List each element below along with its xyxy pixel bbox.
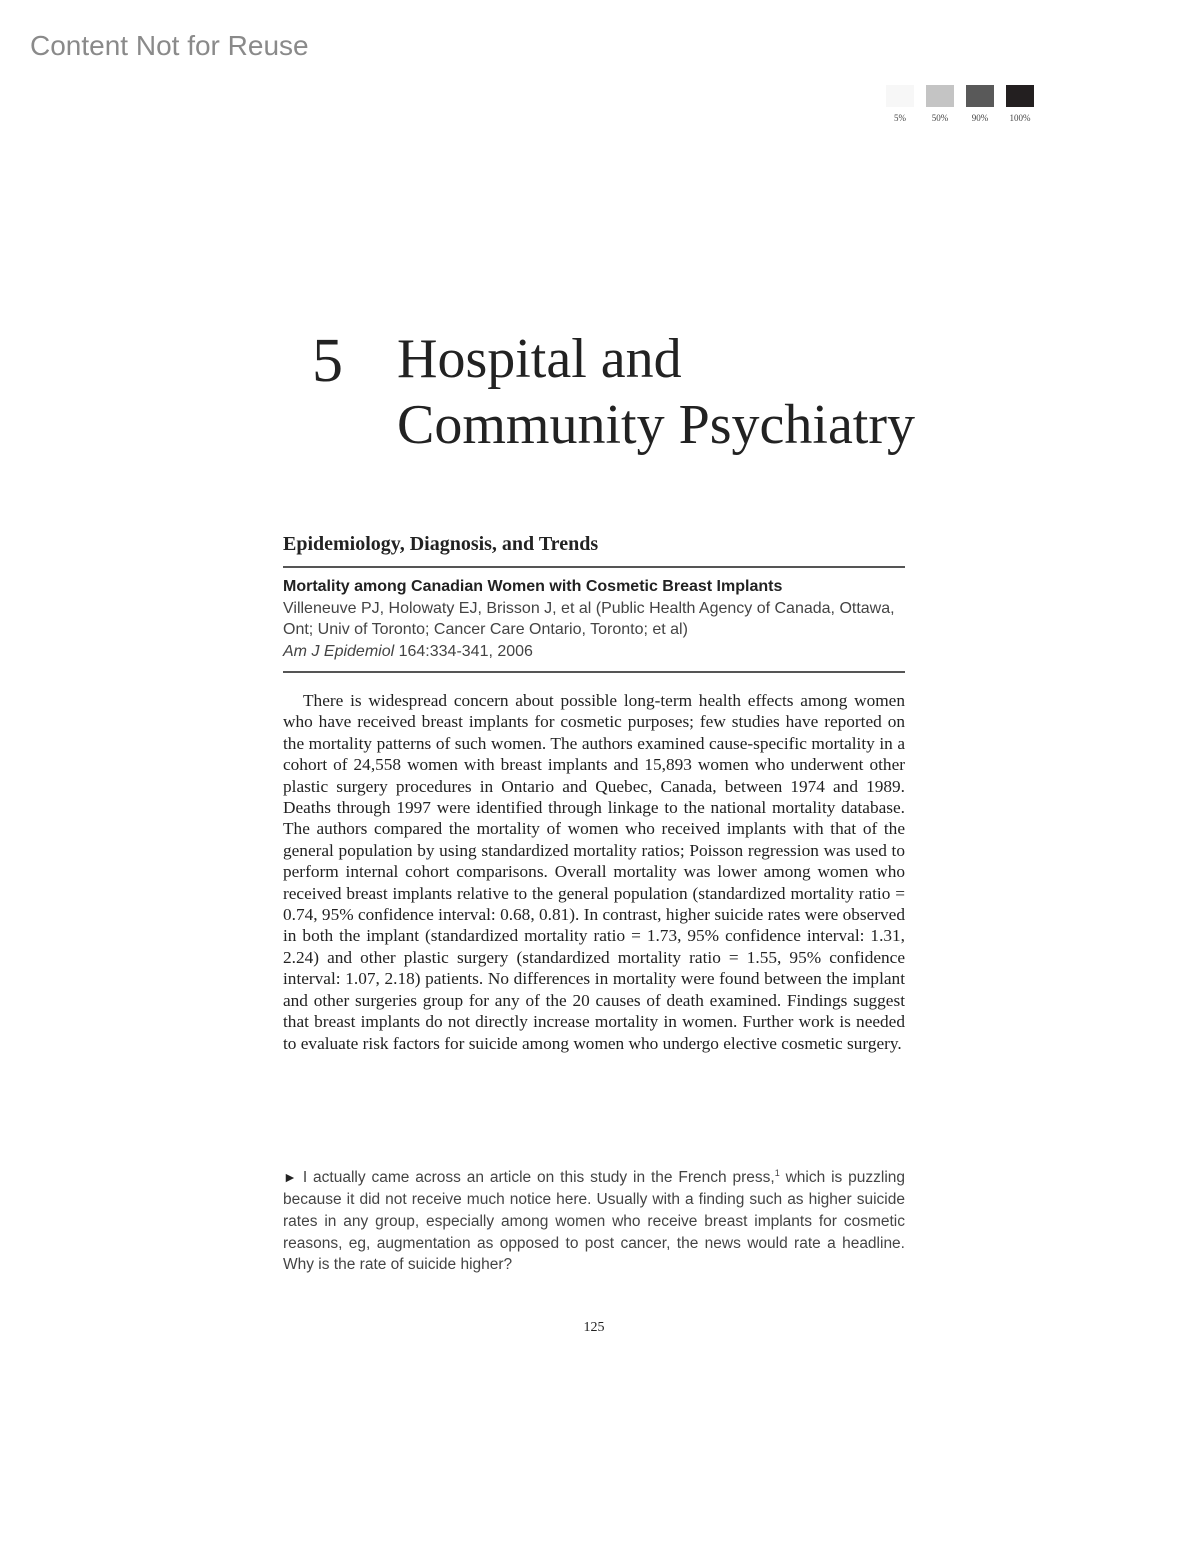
swatch-chip (1006, 85, 1034, 107)
comment-text-part-2: which is puzzling because it did not receive much notice here. Usually with a finding such as higher suicide rates in any group, especially among women who receive breast implants for cosmetic reasons, eg, augmentation as opposed to post cancer, the news would rate a headline. Why is the rate of suicide higher? (283, 1169, 906, 1274)
comment-text-part-1: I actually came across an article on this study in the French press, (302, 1169, 775, 1187)
chapter-number: 5 (312, 327, 343, 395)
swatch-label: 90% (971, 113, 989, 123)
reference-marker: 1 (774, 1168, 780, 1178)
watermark: Content Not for Reuse (30, 30, 309, 61)
color-calibration-swatches (886, 85, 1034, 123)
swatch-5 (886, 85, 914, 123)
article-citation (283, 576, 905, 662)
editor-comment (283, 1163, 905, 1276)
swatch-90 (966, 85, 994, 123)
swatch-chip (926, 85, 954, 107)
section-rule-top (283, 566, 905, 568)
chapter-title-line-1: Hospital and (397, 328, 682, 390)
bullet-arrow-icon: ► (283, 1169, 297, 1186)
swatch-chip (886, 85, 914, 107)
chapter-title (397, 326, 915, 458)
swatch-chip (966, 85, 994, 107)
section-rule-bottom (283, 671, 905, 673)
swatch-label: 100% (1009, 113, 1031, 123)
journal-name: Am J Epidemiol (283, 642, 395, 660)
swatch-100 (1006, 85, 1034, 123)
swatch-label: 50% (931, 113, 949, 123)
swatch-label: 5% (894, 113, 906, 123)
article-journal-line (283, 641, 905, 663)
section-heading: Epidemiology, Diagnosis, and Trends (283, 533, 599, 555)
journal-details: 164:334-341, 2006 (394, 642, 533, 660)
article-authors: Villeneuve PJ, Holowaty EJ, Brisson J, et al (Public Health Agency of Canada, Ottawa, Ont; Univ of Toronto; Cancer Care Ontario, Toronto; et al) (283, 599, 895, 638)
swatch-50 (926, 85, 954, 123)
page-number: 125 (583, 1320, 605, 1335)
chapter-title-line-2: Community Psychiatry (397, 394, 915, 456)
article-title: Mortality among Canadian Women with Cosmetic Breast Implants (283, 578, 783, 595)
abstract-text: There is widespread concern about possible long-term health effects among women who have received breast implants for cosmetic purposes; few studies have reported on the mortality patterns of such women. The authors examined cause-specific mortality in a cohort of 24,558 women with breast implants and 15,893 women who underwent other plastic surgery procedures in Ontario and Quebec, Canada, between 1974 and 1989. Deaths through 1997 were identified through linkage to the national mortality database. The authors compared the mortality of women who received implants with that of the general population by using standardized mortality ratios; Poisson regression was used to perform internal cohort comparisons. Overall mortality was lower among women who received breast implants relative to the general population (standardized mortality ratio = 0.74, 95% confidence interval: 0.68, 0.81). In contrast, higher suicide rates were observed in both the implant (standardized mortality ratio = 1.73, 95% confidence interval: 1.31, 2.24) and other plastic surgery (standardized mortality ratio = 1.55, 95% confidence interval: 1.07, 2.18) patients. No differences in mortality were found between the implant and other surgeries group for any of the 20 causes of death examined. Findings suggest that breast implants do not directly increase mortality in women. Further work is needed to evaluate risk factors for suicide among women who undergo elective cosmetic surgery. (283, 691, 905, 1053)
